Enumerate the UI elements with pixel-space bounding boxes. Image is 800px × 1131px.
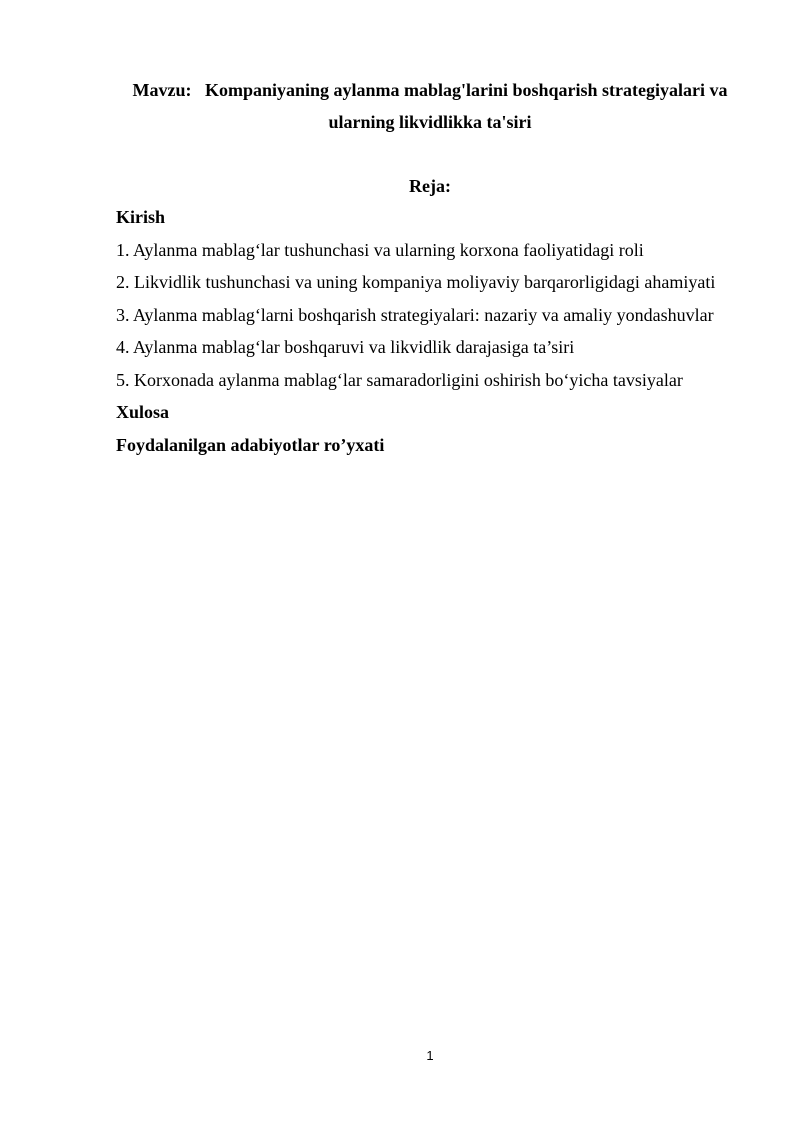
- toc-item: 2. Likvidlik tushunchasi va uning kompaniya moliyaviy barqarorligidagi ahamiyati: [116, 272, 716, 292]
- plan-heading: Reja:: [409, 176, 451, 196]
- toc-item: 3. Aylanma mablag‘larni boshqarish strategiyalari: nazariy va amaliy yondashuvlar: [116, 304, 714, 325]
- title-line-2: ularning likvidlikka ta'siri: [328, 112, 532, 132]
- toc-item: 1. Aylanma mablag‘lar tushunchasi va ularning korxona faoliyatidagi roli: [116, 239, 644, 260]
- title-text-line-1: Kompaniyaning aylanma mablag'larini boshqarish strategiyalari va: [204, 80, 728, 100]
- toc-item: 5. Korxonada aylanma mablag‘lar samaradorligini oshirish bo‘yicha tavsiyalar: [116, 369, 683, 390]
- toc-intro: Kirish: [116, 207, 166, 227]
- title-line-1: [100, 74, 760, 106]
- document-title: [100, 74, 760, 138]
- toc-references: Foydalanilgan adabiyotlar ro’yxati: [116, 434, 385, 455]
- title-prefix: Mavzu:: [132, 80, 192, 100]
- toc-item: 4. Aylanma mablag‘lar boshqaruvi va likvidlik darajasiga ta’siri: [116, 337, 575, 357]
- page-number: 1: [426, 1048, 434, 1063]
- toc-conclusion: Xulosa: [116, 402, 170, 422]
- table-of-contents: [116, 203, 776, 463]
